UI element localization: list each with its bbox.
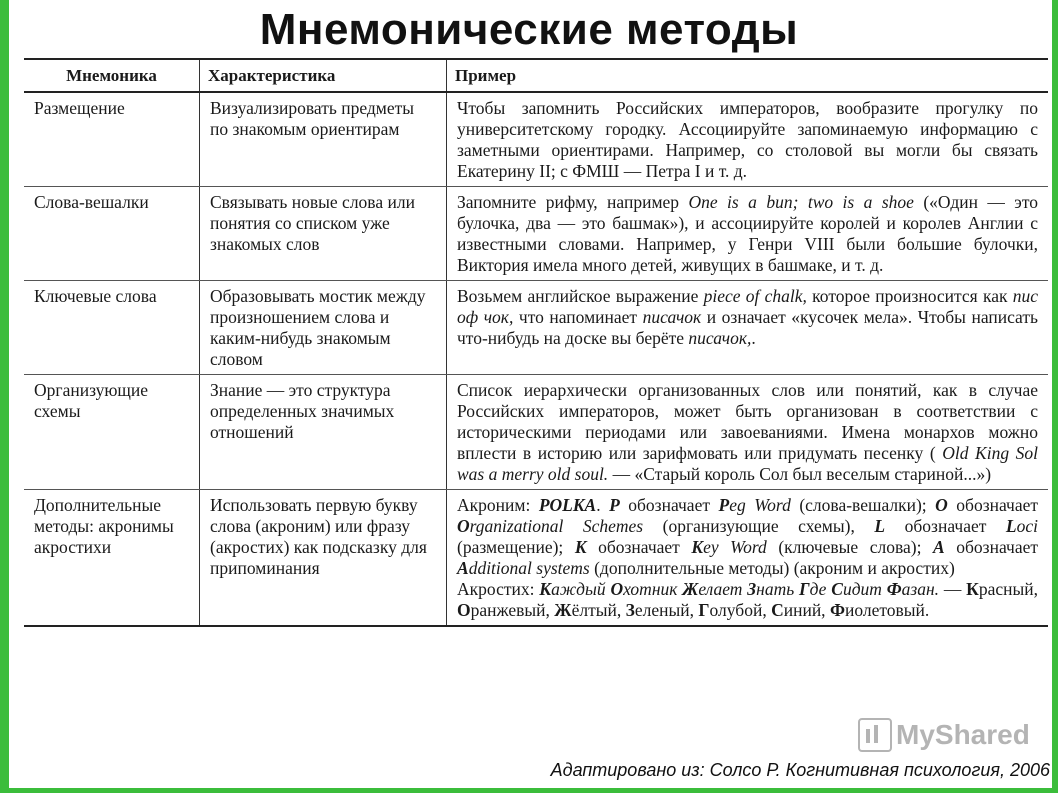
row-description: Визуализировать предметы по знакомым ориентирам bbox=[200, 92, 447, 187]
table-row bbox=[24, 187, 1048, 281]
header-example: Пример bbox=[447, 59, 1049, 92]
source-citation: Адаптировано из: Солсо Р. Когнитивная психология, 2006 bbox=[550, 760, 1050, 780]
green-frame-bottom bbox=[0, 788, 1058, 793]
row-name: Дополнительные методы: акронимы акростихи bbox=[24, 490, 200, 627]
mnemonics-table bbox=[24, 58, 1048, 627]
row-example: Список иерархически организованных слов или понятий, как в случае Российских императоров, может быть организован в соответствии с историческими периодами или завоеваниями. Имена монархов можно вплести в историю или зарифмовать или придумать песенку ( Old King Sol was a merry old soul. — «Старый король Сол был веселым стариной...») bbox=[447, 375, 1049, 490]
row-description: Образовывать мостик между произношением слова и каким-нибудь знакомым словом bbox=[200, 281, 447, 375]
row-example: Акроним: POLKA. P обозначает Peg Word (слова-вешалки); O обозначает Organizational Schemes (организующие схемы), L обозначает Loci (размещение); K обозначает Key Word (ключевые слова); A обозначает Additional systems (дополнительные методы) (акроним и акростих) Акростих: Каждый Охотник Желает Знать Где Сидит Фазан. — Красный, Оранжевый, Жёлтый, Зеленый, Голубой, Синий, Фиолетовый. bbox=[447, 490, 1049, 627]
myshared-watermark bbox=[858, 718, 1030, 752]
row-example: Возьмем английское выражение piece of chalk, которое произносится как пис оф чок, что напоминает писачок и означает «кусочек мела». Чтобы написать что-нибудь на доске вы берёте писачок,. bbox=[447, 281, 1049, 375]
row-description: Связывать новые слова или понятия со списком уже знакомых слов bbox=[200, 187, 447, 281]
green-frame-right bbox=[1052, 0, 1058, 793]
presentation-icon bbox=[858, 718, 892, 752]
header-characteristic: Характеристика bbox=[200, 59, 447, 92]
row-name: Организующие схемы bbox=[24, 375, 200, 490]
row-description: Использовать первую букву слова (акроним) или фразу (акростих) как подсказку для припоминания bbox=[200, 490, 447, 627]
green-frame-left bbox=[0, 0, 9, 793]
row-example: Запомните рифму, например One is a bun; two is a shoe («Один — это булочка, два — это башмак»), и ассоциируйте королей и королев Англии с известными словами. Например, у Генри VIII были большие булочки, Виктория имела много детей, живущих в башмаке, и т. д. bbox=[447, 187, 1049, 281]
watermark-text: MyShared bbox=[896, 719, 1030, 750]
row-name: Слова-вешалки bbox=[24, 187, 200, 281]
table-row bbox=[24, 92, 1048, 187]
table-row bbox=[24, 375, 1048, 490]
table-row bbox=[24, 490, 1048, 627]
row-name: Размещение bbox=[24, 92, 200, 187]
header-mnemonic: Мнемоника bbox=[24, 59, 200, 92]
row-description: Знание — это структура определенных значимых отношений bbox=[200, 375, 447, 490]
table-row bbox=[24, 281, 1048, 375]
table-header-row bbox=[24, 59, 1048, 92]
page-title: Мнемонические методы bbox=[259, 5, 799, 54]
row-name: Ключевые слова bbox=[24, 281, 200, 375]
row-example: Чтобы запомнить Российских императоров, вообразите прогулку по университетскому городку. Ассоциируйте запоминаемую информацию с заметными ориентирами. Например, со столовой вы могли бы связать Екатерину II; с ФМШ — Петра I и т. д. bbox=[447, 92, 1049, 187]
